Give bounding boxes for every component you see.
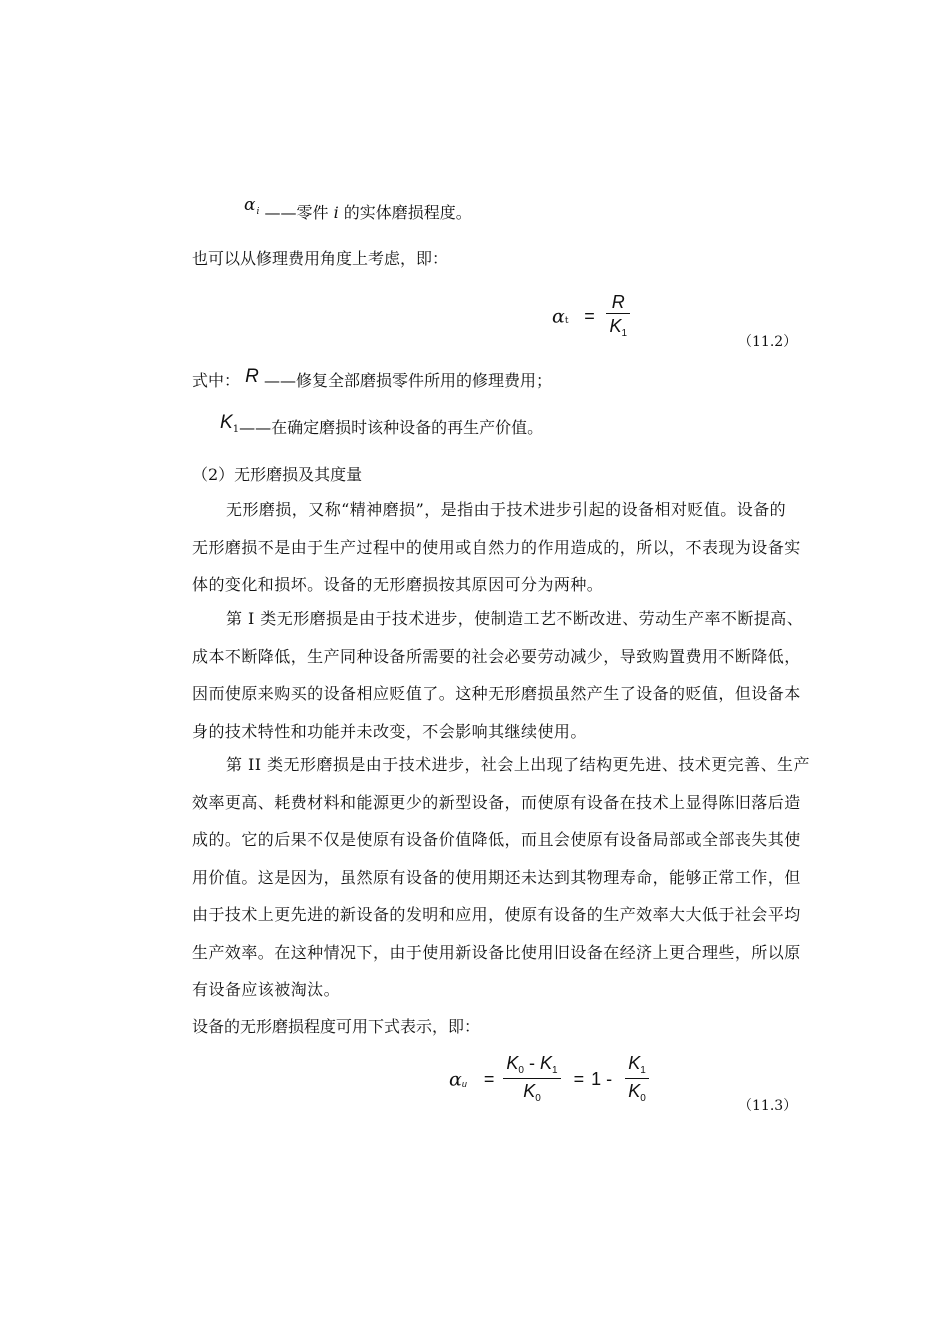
definition-text: 在确定磨损时该种设备的再生产价值。	[271, 418, 544, 437]
equation-11-2	[552, 291, 630, 342]
para-line: 效率更高、耗费材料和能源更少的新型设备，而使原有设备在技术上显得陈旧落后造	[192, 792, 801, 812]
paragraph-type-1	[158, 600, 804, 750]
eq-11-2-fraction	[606, 291, 630, 342]
equation-number-11-3: （11.3）	[738, 1098, 798, 1114]
para-line: 成的。它的后果不仅是使原有设备价值降低，而且会使原有设备局部或全部丧失其使	[192, 830, 801, 849]
frac1-num-K1-sub: 1	[552, 1065, 558, 1076]
frac1-minus: -	[529, 1053, 535, 1073]
alpha-symbol: α	[244, 195, 256, 215]
intro-cost-text: 也可以从修理费用角度上考虑，即：	[192, 249, 449, 268]
alpha-subscript: i	[256, 207, 260, 217]
eq-11-3-lhs: α	[449, 1068, 462, 1091]
eq-11-3-fraction-2	[625, 1052, 649, 1107]
R-symbol: R	[245, 366, 259, 387]
eq-11-3-frac1-denominator	[503, 1079, 560, 1107]
definition-dash: ——	[239, 418, 272, 437]
variable-i: i	[333, 203, 339, 222]
K1-subscript: 1	[232, 424, 240, 435]
section-heading: （2）无形磨损及其度量	[192, 465, 363, 484]
eq-11-3-minus: -	[606, 1069, 613, 1089]
paragraph-type-2	[158, 746, 810, 1009]
eq-11-3-equals: =	[483, 1069, 495, 1089]
eq-11-3-frac2-numerator	[625, 1052, 649, 1079]
eq-11-3-frac2-denominator	[625, 1079, 649, 1107]
para-line: 生产效率。在这种情况下，由于使用新设备比使用旧设备在经济上更合理些，所以原	[192, 942, 801, 962]
definition-text: 零件	[296, 203, 329, 222]
equation-11-3	[449, 1052, 649, 1107]
frac2-num-sub: 1	[640, 1065, 646, 1076]
eq-11-2-lhs: α	[552, 305, 565, 328]
definition-text-end: 的实体磨损程度。	[343, 203, 472, 222]
intro-intangible-text: 设备的无形磨损程度可用下式表示，即：	[192, 1017, 481, 1036]
eq-11-2-numerator: R	[606, 291, 630, 314]
para-line: 成本不断降低，生产同种设备所需要的社会必要劳动减少，导致购置费用不断降低，	[192, 646, 801, 666]
para-line: 无形磨损，又称“精神磨损”，是指由于技术进步引起的设备相对贬值。设备的	[226, 500, 787, 519]
equation-number-11-2: （11.2）	[738, 334, 798, 350]
eq-11-2-lhs-sub: t	[564, 315, 569, 326]
eq-11-3-one: 1	[591, 1069, 602, 1089]
frac1-den-K: K	[523, 1081, 536, 1101]
para-line: 有设备应该被淘汰。	[192, 980, 341, 999]
K1-symbol: K	[220, 412, 233, 433]
para-line: 由于技术上更先进的新设备的发明和应用，使原有设备的生产效率大大低于社会平均	[192, 905, 801, 924]
eq-11-2-den-symbol: K	[609, 316, 622, 336]
eq-11-2-equals: =	[584, 306, 595, 326]
para-line: 体的变化和损坏。设备的无形磨损按其原因可分为两种。	[192, 575, 604, 594]
para-line: 第 II 类无形磨损是由于技术进步，社会上出现了结构更先进、技术更完善、生产	[226, 755, 810, 774]
frac1-den-sub: 0	[535, 1093, 541, 1104]
eq-11-3-frac1-numerator	[503, 1052, 560, 1079]
definition-K1	[220, 412, 544, 441]
definition-dash: ——	[264, 203, 297, 222]
definition-R	[192, 366, 552, 391]
frac1-num-K1: K	[540, 1053, 553, 1073]
frac1-num-K0: K	[506, 1053, 519, 1073]
eq-11-3-fraction-1	[503, 1052, 560, 1107]
definition-alpha-i	[244, 195, 472, 226]
para-line: 身的技术特性和功能并未改变，不会影响其继续使用。	[192, 721, 587, 741]
para-line: 无形磨损不是由于生产过程中的使用或自然力的作用造成的，所以，不表现为设备实	[192, 537, 801, 557]
eq-11-2-den-sub: 1	[621, 328, 628, 339]
eq-11-2-denominator	[606, 314, 630, 342]
frac1-num-K0-sub: 0	[518, 1065, 524, 1076]
paragraph-intangible-definition	[158, 491, 801, 604]
frac2-num-K: K	[628, 1053, 641, 1073]
eq-11-3-equals-2: =	[573, 1069, 585, 1089]
definition-lead: 式中：	[192, 371, 241, 390]
definition-text: 修复全部磨损零件所用的修理费用；	[295, 371, 552, 390]
eq-11-3-lhs-sub: u	[461, 1078, 467, 1089]
para-line: 第 I 类无形磨损是由于技术进步，使制造工艺不断改进、劳动生产率不断提高、	[226, 609, 804, 628]
frac2-den-sub: 0	[640, 1093, 646, 1104]
frac2-den-K: K	[628, 1081, 641, 1101]
definition-dash: ——	[263, 371, 296, 390]
para-line: 因而使原来购买的设备相应贬值了。这种无形磨损虽然产生了设备的贬值，但设备本	[192, 684, 801, 703]
para-line: 用价值。这是因为，虽然原有设备的使用期还未达到其物理寿命，能够正常工作，但	[192, 867, 801, 887]
